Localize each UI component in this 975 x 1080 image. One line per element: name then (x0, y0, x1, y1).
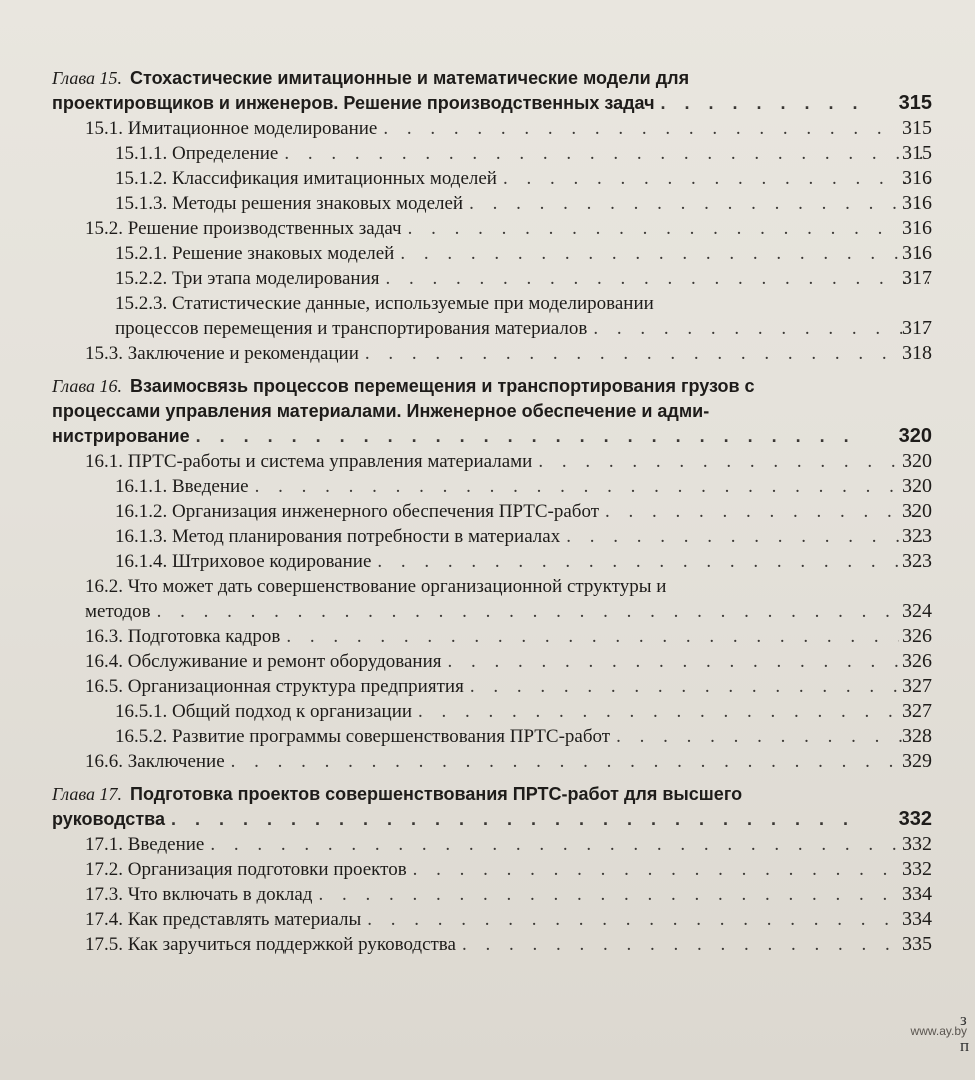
dot-leader (231, 749, 899, 774)
dot-leader (447, 649, 899, 674)
dot-leader (377, 549, 929, 574)
dot-leader (661, 91, 866, 116)
chapter-label: Глава 16. (52, 376, 123, 396)
dot-leader (385, 266, 929, 291)
page-number: 320 (902, 500, 932, 522)
chapter-label: Глава 15. (52, 68, 123, 88)
toc-entry-text: 16.4. Обслуживание и ремонт оборудования (85, 651, 442, 672)
toc-entry-text: 16.5.1. Общий подход к организации (115, 701, 413, 722)
dot-leader (538, 449, 899, 474)
page-number: 323 (902, 525, 932, 547)
toc-entry (52, 116, 932, 141)
dot-leader (470, 674, 899, 699)
dot-leader (469, 191, 929, 216)
dot-leader (413, 857, 899, 882)
chapter-title-text: нистрирование (52, 426, 190, 446)
dot-leader (157, 599, 899, 624)
toc-entry (52, 266, 932, 291)
toc-entry (52, 882, 932, 907)
toc-entry-text: 17.4. Как представлять материалы (85, 909, 362, 930)
dot-leader (255, 474, 929, 499)
page-number: 315 (898, 92, 932, 114)
toc-entry-text: процессов перемещения и транспортирования материалов (115, 318, 588, 339)
chapter-title-text: руководства (52, 809, 165, 829)
chapter-title-text: Подготовка проектов совершенствования ПРТС-работ для высшего (130, 784, 743, 804)
chapter-title-line (52, 782, 932, 807)
toc-entry (52, 549, 932, 574)
page-number: 329 (902, 750, 932, 772)
dot-leader (284, 141, 929, 166)
page-number: 320 (902, 475, 932, 497)
toc-entry (52, 141, 932, 166)
toc-entry (52, 191, 932, 216)
page-number: 315 (902, 117, 932, 139)
dot-leader (566, 524, 929, 549)
page-number: 328 (902, 725, 932, 747)
page-number: 332 (898, 808, 932, 830)
dot-leader (318, 882, 899, 907)
toc-entry-text: 16.6. Заключение (85, 751, 225, 772)
toc-entry-text: 16.3. Подготовка кадров (85, 626, 281, 647)
page-number: 324 (902, 600, 932, 622)
toc-entry (52, 524, 932, 549)
toc-entry (52, 291, 932, 316)
page-number: 323 (902, 550, 932, 572)
dot-leader (365, 341, 899, 366)
chapter-title-text: Стохастические имитационные и математические модели для (130, 68, 690, 88)
toc-entry (52, 857, 932, 882)
toc-entry (52, 699, 932, 724)
toc-entry (52, 474, 932, 499)
page-number: 320 (902, 450, 932, 472)
toc-entry-text: 15.2.2. Три этапа моделирования (115, 268, 380, 289)
page-number: 317 (902, 267, 932, 289)
toc-entry (52, 649, 932, 674)
dot-leader (383, 116, 899, 141)
toc-entry-text: 15.2.1. Решение знаковых моделей (115, 243, 395, 264)
dot-leader (503, 166, 929, 191)
page-number: 326 (902, 650, 932, 672)
page-number: 334 (902, 883, 932, 905)
margin-mark: з (960, 1010, 967, 1029)
page-number: 317 (902, 317, 932, 339)
dot-leader (418, 699, 929, 724)
dot-leader (408, 216, 899, 241)
page-number: 335 (902, 933, 932, 955)
toc-entry (52, 574, 932, 599)
page-number: 320 (898, 425, 932, 447)
toc-entry (52, 499, 932, 524)
chapter-label: Глава 17. (52, 784, 123, 804)
toc-entry (52, 241, 932, 266)
toc-entry-text: 15.2. Решение производственных задач (85, 218, 402, 239)
toc-entry-text: 16.1.3. Метод планирования потребности в материалах (115, 526, 561, 547)
toc-entry (52, 341, 932, 366)
toc-entry (52, 932, 932, 957)
toc-entry (52, 749, 932, 774)
page-number: 327 (902, 675, 932, 697)
toc-entry-text: 16.1.1. Введение (115, 476, 249, 497)
toc-entry-text: 15.2.3. Статистические данные, используемые при моделировании (115, 293, 654, 314)
dot-leader (286, 624, 899, 649)
toc-entry-text: 15.1.1. Определение (115, 143, 279, 164)
toc-entry-text: 17.5. Как заручиться поддержкой руководства (85, 934, 456, 955)
toc-entry-text: 15.1.3. Методы решения знаковых моделей (115, 193, 464, 214)
page-number: 326 (902, 625, 932, 647)
page-number: 334 (902, 908, 932, 930)
dot-leader (400, 241, 929, 266)
chapter-title-line (52, 66, 932, 91)
toc-entry-text: 16.5. Организационная структура предприятия (85, 676, 464, 697)
page-number: 315 (902, 142, 932, 164)
toc-entry (52, 832, 932, 857)
toc-entry (52, 166, 932, 191)
page-number: 332 (902, 833, 932, 855)
dot-leader (210, 832, 899, 857)
chapter-title-text: проектировщиков и инженеров. Решение производственных задач (52, 93, 655, 113)
toc-entry (52, 907, 932, 932)
watermark-text: www.ay.by (910, 1024, 967, 1038)
toc-entry-text: 17.3. Что включать в доклад (85, 884, 313, 905)
page-number: 316 (902, 242, 932, 264)
page-number: 332 (902, 858, 932, 880)
toc-entry (52, 216, 932, 241)
toc-entry-text: 16.5.2. Развитие программы совершенствования ПРТС-работ (115, 726, 611, 747)
toc-entry-text: 15.1. Имитационное моделирование (85, 118, 378, 139)
toc-entry-text: 17.2. Организация подготовки проектов (85, 859, 407, 880)
toc-entry-text: 16.1.4. Штриховое кодирование (115, 551, 372, 572)
table-of-contents (52, 66, 932, 957)
chapter-title-line (52, 91, 932, 116)
toc-entry-text: 15.3. Заключение и рекомендации (85, 343, 359, 364)
chapter-title-line (52, 399, 932, 424)
dot-leader (171, 807, 866, 832)
margin-mark: п (960, 1036, 970, 1055)
toc-entry (52, 449, 932, 474)
toc-entry-text: 17.1. Введение (85, 834, 205, 855)
chapter-title-text: процессами управления материалами. Инженерное обеспечение и адми- (52, 401, 710, 421)
toc-entry (52, 674, 932, 699)
page-number: 318 (902, 342, 932, 364)
toc-entry-text: 16.1. ПРТС-работы и система управления материалами (85, 451, 533, 472)
toc-entry (52, 724, 932, 749)
dot-leader (367, 907, 899, 932)
chapter-title-line (52, 374, 932, 399)
page-number: 316 (902, 192, 932, 214)
chapter-title-line (52, 424, 932, 449)
chapter-title-line (52, 807, 932, 832)
dot-leader (196, 424, 866, 449)
toc-entry-text: 16.1.2. Организация инженерного обеспечения ПРТС-работ (115, 501, 600, 522)
toc-entry-text: 15.1.2. Классификация имитационных моделей (115, 168, 497, 189)
toc-entry (52, 316, 932, 341)
page-number: 316 (902, 217, 932, 239)
toc-entry (52, 599, 932, 624)
dot-leader (462, 932, 899, 957)
page-number: 316 (902, 167, 932, 189)
toc-entry-text: методов (85, 601, 151, 622)
toc-entry (52, 624, 932, 649)
page-number: 327 (902, 700, 932, 722)
chapter-title-text: Взаимосвязь процессов перемещения и транспортирования грузов с (130, 376, 755, 396)
toc-entry-text: 16.2. Что может дать совершенствование организационной структуры и (85, 576, 667, 597)
